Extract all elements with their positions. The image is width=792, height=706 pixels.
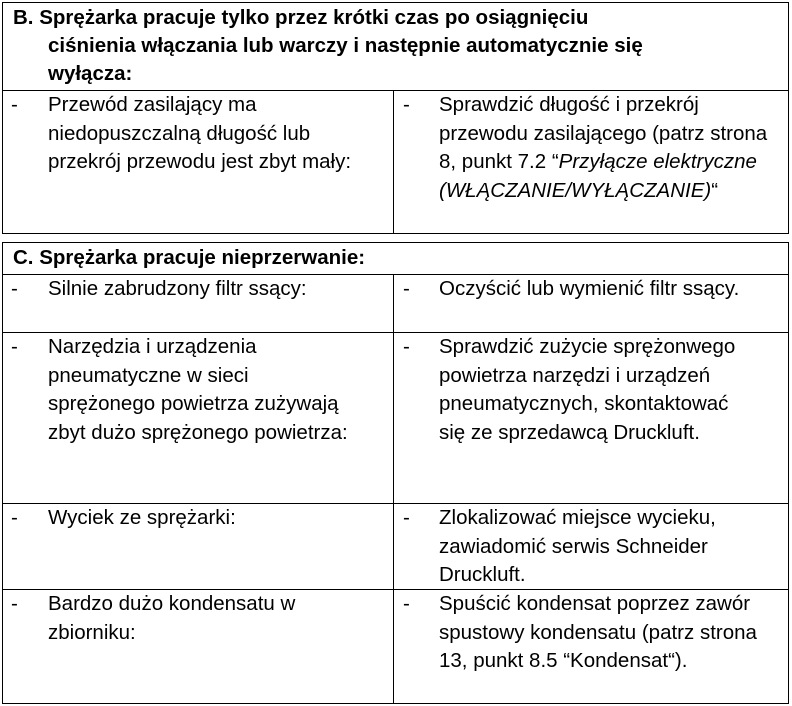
table-row: [3, 504, 788, 590]
column-divider: [393, 275, 394, 332]
remedy-cell: Spuścić kondensat poprzez zawór spustowy kondensatu (patrz strona 13, punkt 8.5 “Kondensat“).: [439, 592, 757, 672]
dash-right: -: [403, 93, 410, 116]
column-divider: [393, 504, 394, 589]
section-b-title-line1: B. Sprężarka pracuje tylko przez krótki czas po osiągnięciu: [13, 6, 589, 29]
section-b-title: [13, 4, 778, 88]
remedy-closing-quote: “: [711, 178, 719, 202]
dash-right: -: [403, 592, 410, 615]
column-divider: [393, 333, 394, 503]
section-c-header: [3, 243, 788, 275]
table-row: [3, 91, 788, 234]
section-b-title-line3: wyłącza:: [48, 62, 133, 85]
cause-cell: Bardzo dużo kondensatu w zbiorniku:: [48, 592, 296, 644]
cause-cell: Przewód zasilający ma niedopuszczalną długość lub przekrój przewodu jest zbyt mały:: [48, 93, 352, 173]
dash-left: -: [11, 93, 18, 116]
section-b-table: [2, 2, 789, 234]
remedy-cell: [439, 91, 784, 205]
section-c-table: [2, 242, 789, 704]
table-row: [3, 275, 788, 333]
dash-right: -: [403, 506, 410, 529]
dash-left: -: [11, 506, 18, 529]
cause-cell: Wyciek ze sprężarki:: [48, 506, 236, 529]
dash-left: -: [11, 277, 18, 300]
column-divider: [393, 91, 394, 234]
dash-left: -: [11, 335, 18, 358]
dash-left: -: [11, 592, 18, 615]
dash-right: -: [403, 277, 410, 300]
section-b-title-line2: ciśnienia włączania lub warczy i następnie automatycznie się: [48, 34, 643, 57]
column-divider: [393, 590, 394, 704]
remedy-cell: Oczyścić lub wymienić filtr ssący.: [439, 277, 740, 300]
section-c-title: C. Sprężarka pracuje nieprzerwanie:: [13, 246, 366, 269]
section-b-header: [3, 3, 788, 91]
cause-cell: Narzędzia i urządzenia pneumatyczne w sieci sprężonego powietrza zużywają zbyt dużo sprężonego powietrza:: [48, 335, 348, 444]
table-row: [3, 333, 788, 504]
dash-right: -: [403, 335, 410, 358]
remedy-cell: Zlokalizować miejsce wycieku, zawiadomić serwis Schneider Druckluft.: [439, 506, 716, 586]
remedy-italic-reference: Przyłącze elektryczne (WŁĄCZANIE/WYŁĄCZANIE): [439, 150, 757, 202]
table-row: [3, 590, 788, 704]
cause-cell: Silnie zabrudzony filtr ssący:: [48, 277, 307, 300]
remedy-cell: Sprawdzić zużycie sprężonwego powietrza narzędzi i urządzeń pneumatycznych, skontaktować się ze sprzedawcą Druckluft.: [439, 335, 736, 444]
remedy-text: Sprawdzić długość i przekrój przewodu zasilającego (patrz strona 8, punkt 7.2 “: [439, 93, 768, 173]
